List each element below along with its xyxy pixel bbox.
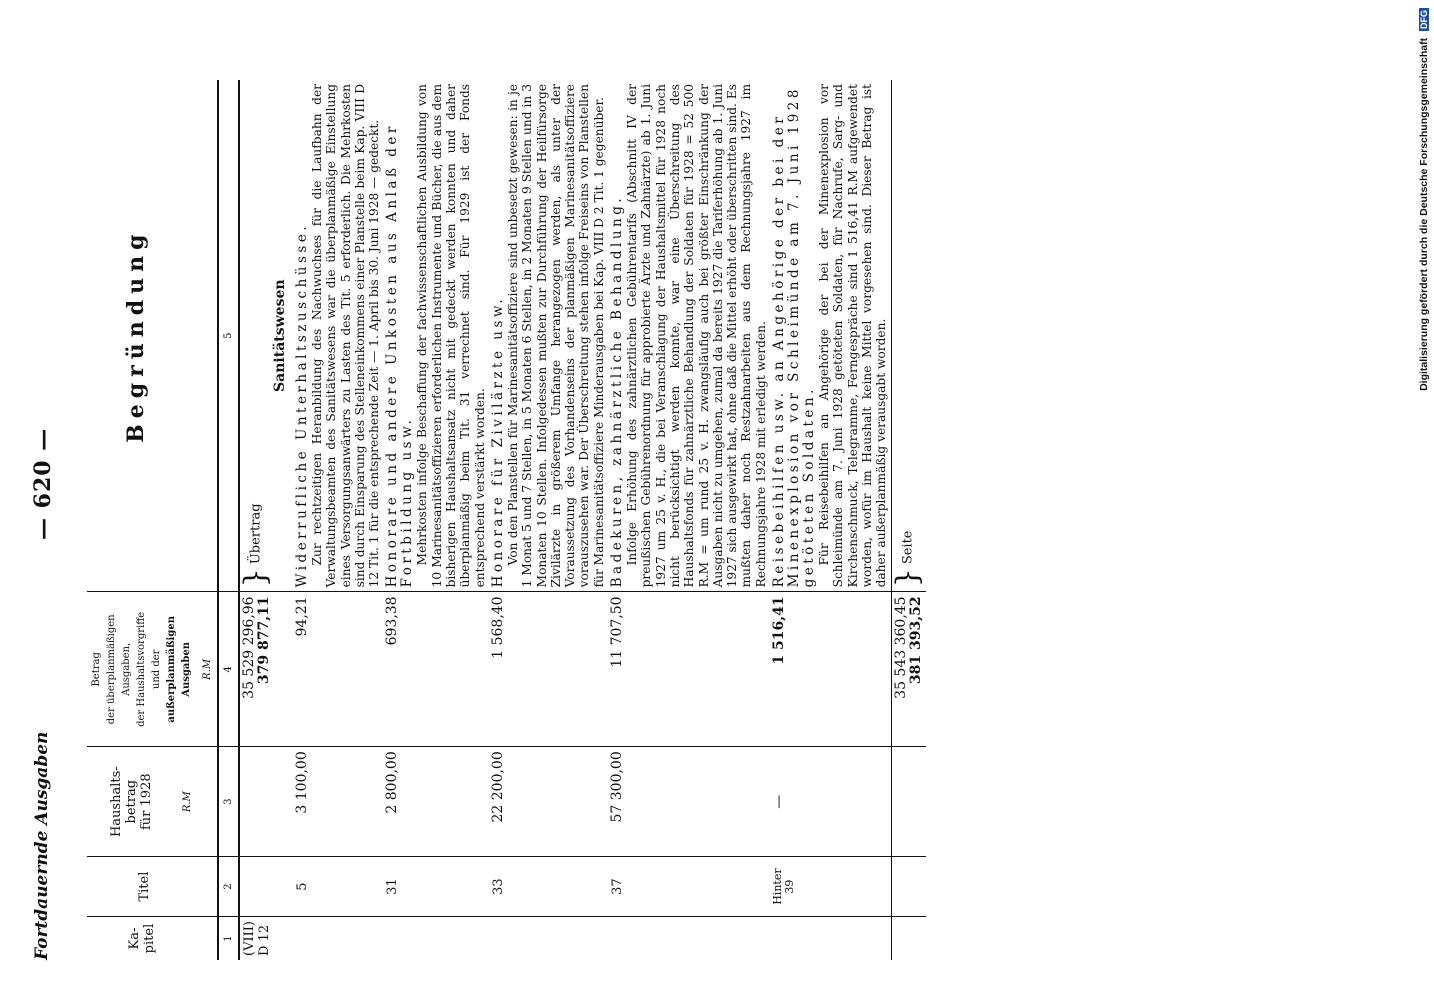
header-betrag-unit: R.M: [202, 658, 213, 680]
row-text: Infolge Erhöhung des zahnärztlichen Gebührentarifs (Abschnitt IV der preußischen Gebührenordnung für approbierte Ärzte und Zahnärzte) ab 1. Juni 1927 um 25 v. H., die bei Veranschlagung der Haushaltsmittel für 1928 noch nicht berücksichtigt werden konnte, war eine Überschreitung des Haushaltsfonds für zahnärztliche Behandlung der Soldaten für 1928 = 52 500 R.M = um rund 25 v. H. zwangsläufig auch bei größter Einschränkung der Ausgaben nicht zu umgehen, zumal da bereits 1927 die Tariferhöhung ab 1. Juni 1927 sich ausgewirkt hat, ohne daß die Mittel erhöht oder überschritten sind. Es mußten daher noch Restzahnarbeiten aus dem Rechnungsjahre 1927 im Rechnungsjahre 1928 mit erledigt werden.: [625, 84, 768, 588]
dfg-logo: DFG: [1419, 10, 1429, 29]
kapitel-cell: [239, 917, 293, 960]
carry-row: [239, 80, 293, 960]
carry-amount: [239, 592, 293, 747]
section-title: Sanitätswesen: [272, 279, 288, 392]
row-haushalt: 3 100,00: [293, 747, 383, 857]
table-row: [489, 80, 608, 960]
brace-icon: }: [889, 568, 925, 588]
header-betrag-line1: Betrag: [91, 652, 102, 687]
header-haushalt-unit: R.M: [182, 791, 193, 813]
digitization-credit: [1418, 8, 1434, 992]
footer-row: [891, 80, 926, 960]
footer-amount-2: 381 393,52: [907, 596, 924, 685]
colnum-4: 4: [218, 592, 239, 747]
kapitel-line2: D 12: [257, 924, 272, 956]
running-title: Fortdauernde Ausgaben: [32, 731, 52, 960]
colnum-2: 2: [218, 857, 239, 917]
row-heading: Badekuren, zahnärztliche Behandlung.: [609, 194, 626, 588]
table-row: [608, 80, 770, 960]
header-begruendung: [87, 80, 218, 592]
colnum-3: 3: [218, 747, 239, 857]
kapitel-line1: (VIII): [242, 921, 257, 956]
table-header-row: [87, 80, 218, 960]
footer-amount-1: 35 543 360,45: [892, 596, 909, 699]
row-heading: Widerrufliche Unterhaltszuschüsse.: [294, 222, 310, 588]
carry-amount-1: 35 529 296,96: [241, 596, 257, 699]
table-row: [383, 80, 488, 960]
row-heading: Honorare und andere Unkosten aus Anlaß der Fortbildung usw.: [384, 123, 416, 588]
row-titel: 5: [293, 857, 383, 917]
row-betrag: 1 516,41: [770, 592, 891, 747]
header-haushalt: [87, 747, 218, 857]
budget-table: [87, 80, 926, 960]
header-kapitel: Ka- pitel: [87, 917, 218, 960]
row-betrag: 1 568,40: [489, 592, 608, 747]
header-betrag-bold: außerplanmäßigen Ausgaben: [166, 616, 192, 723]
colnum-5: 5: [218, 80, 239, 592]
row-titel: 37: [608, 857, 770, 917]
row-text: Zur rechtzeitigen Heranbildung des Nachwuchses für die Laufbahn der Verwaltungsbeamten des Sanitätswesens war die überplanmäßige Einstellung eines Versorgungsanwärters zu Lasten des Tit. 5 erforderlich. Die Mehrkosten sind durch Einsparung des Stelleneinkommens einer Planstelle beim Kap. VIII D 12 Tit. 1 für die entsprechende Zeit — 1. April bis 30. Juni 1928 — gedeckt.: [310, 84, 382, 588]
header-haushalt-label: Haushalts- betrag für 1928: [109, 766, 154, 838]
row-text: Von den Planstellen für Marinesanitätsoffiziere sind unbesetzt gewesen: in je 1 Monat 5 und 7 Stellen, in 5 Monaten 6 Stellen, in 2 Monaten 9 Stellen und in 3 Monaten 10 Stellen. Infolgedessen mußten zur Durchführung der Heilfürsorge Zivilärzte in größerem Umfange herangezogen werden, als unter der Voraussetzung des Vorhandenseins der planmäßigen Marinesanitätsoffiziere vorauszusehen war. Der Überschreitung stehen infolge Freiseins von Planstellen für Marinesanitätsoffiziere Minderausgaben bei Kap. VIII D 2 Tit. 1 gegenüber.: [505, 84, 606, 588]
colnum-1: 1: [218, 917, 239, 960]
brace-icon: }: [238, 568, 273, 588]
row-haushalt: —: [770, 747, 891, 857]
row-titel: Hinter 39: [770, 857, 891, 917]
column-number-row: [218, 80, 239, 960]
table-row: [293, 80, 383, 960]
row-text: Für Reisebeihilfen an Angehörige der bei der Minenexplosion vor Schleimünde am 7. Juni 1928 getöteten Soldaten, für Nachrufe, Sarg- und Kirchenschmuck, Telegramme, Ferngespräche sind 1 516,41 R.M aufgewendet worden, wofür im Haushalt keine Mittel vorgesehen sind. Dieser Betrag ist daher außerplanmäßig verausgabt worden.: [817, 84, 889, 588]
row-text: Mehrkosten infolge Beschaffung der fachwissenschaftlichen Ausbildung von 10 Marinesanitätsoffizieren erforderlichen Instrumente und Bücher, die aus dem bisherigen Haushaltsansatz nicht mit gedeckt werden konnten und daher überplanmäßig beim Tit. 31 verrechnet sind. Für 1929 ist der Fonds entsprechend verstärkt worden.: [415, 84, 487, 588]
page-number: — 620 —: [30, 427, 56, 540]
row-haushalt: 2 800,00: [383, 747, 488, 857]
row-titel: 33: [489, 857, 608, 917]
footer-label: Seite: [900, 530, 915, 565]
row-betrag: 94,21: [293, 592, 383, 747]
carry-amount-2: 379 877,11: [256, 596, 272, 685]
begruendung-title: Begründung: [123, 228, 149, 443]
carry-label: Übertrag: [248, 503, 264, 565]
header-titel: Titel: [87, 857, 218, 917]
rotated-page: [12, 80, 1312, 960]
header-betrag-line2: der überplanmäßigen Ausgaben, der Haushaltsvorgriffe und der: [106, 611, 162, 727]
row-haushalt: 22 200,00: [489, 747, 608, 857]
credit-text: Digitalisierung gefördert durch die Deutsche Forschungsgemeinschaft: [1418, 37, 1430, 391]
row-titel: 31: [383, 857, 488, 917]
row-betrag: 693,38: [383, 592, 488, 747]
row-betrag: 11 707,50: [608, 592, 770, 747]
page-header: [12, 80, 72, 960]
row-haushalt: 57 300,00: [608, 747, 770, 857]
footer-amount: [891, 592, 926, 747]
header-betrag: [87, 592, 218, 747]
table-row: [770, 80, 891, 960]
row-heading: Honorare für Zivilärzte usw.: [489, 295, 506, 588]
row-heading: Reisebeihilfen usw. an Angehörige der bei der Minenexplosion vor Schleimünde am 7. Juni 1928 getöteten Soldaten.: [771, 86, 818, 588]
